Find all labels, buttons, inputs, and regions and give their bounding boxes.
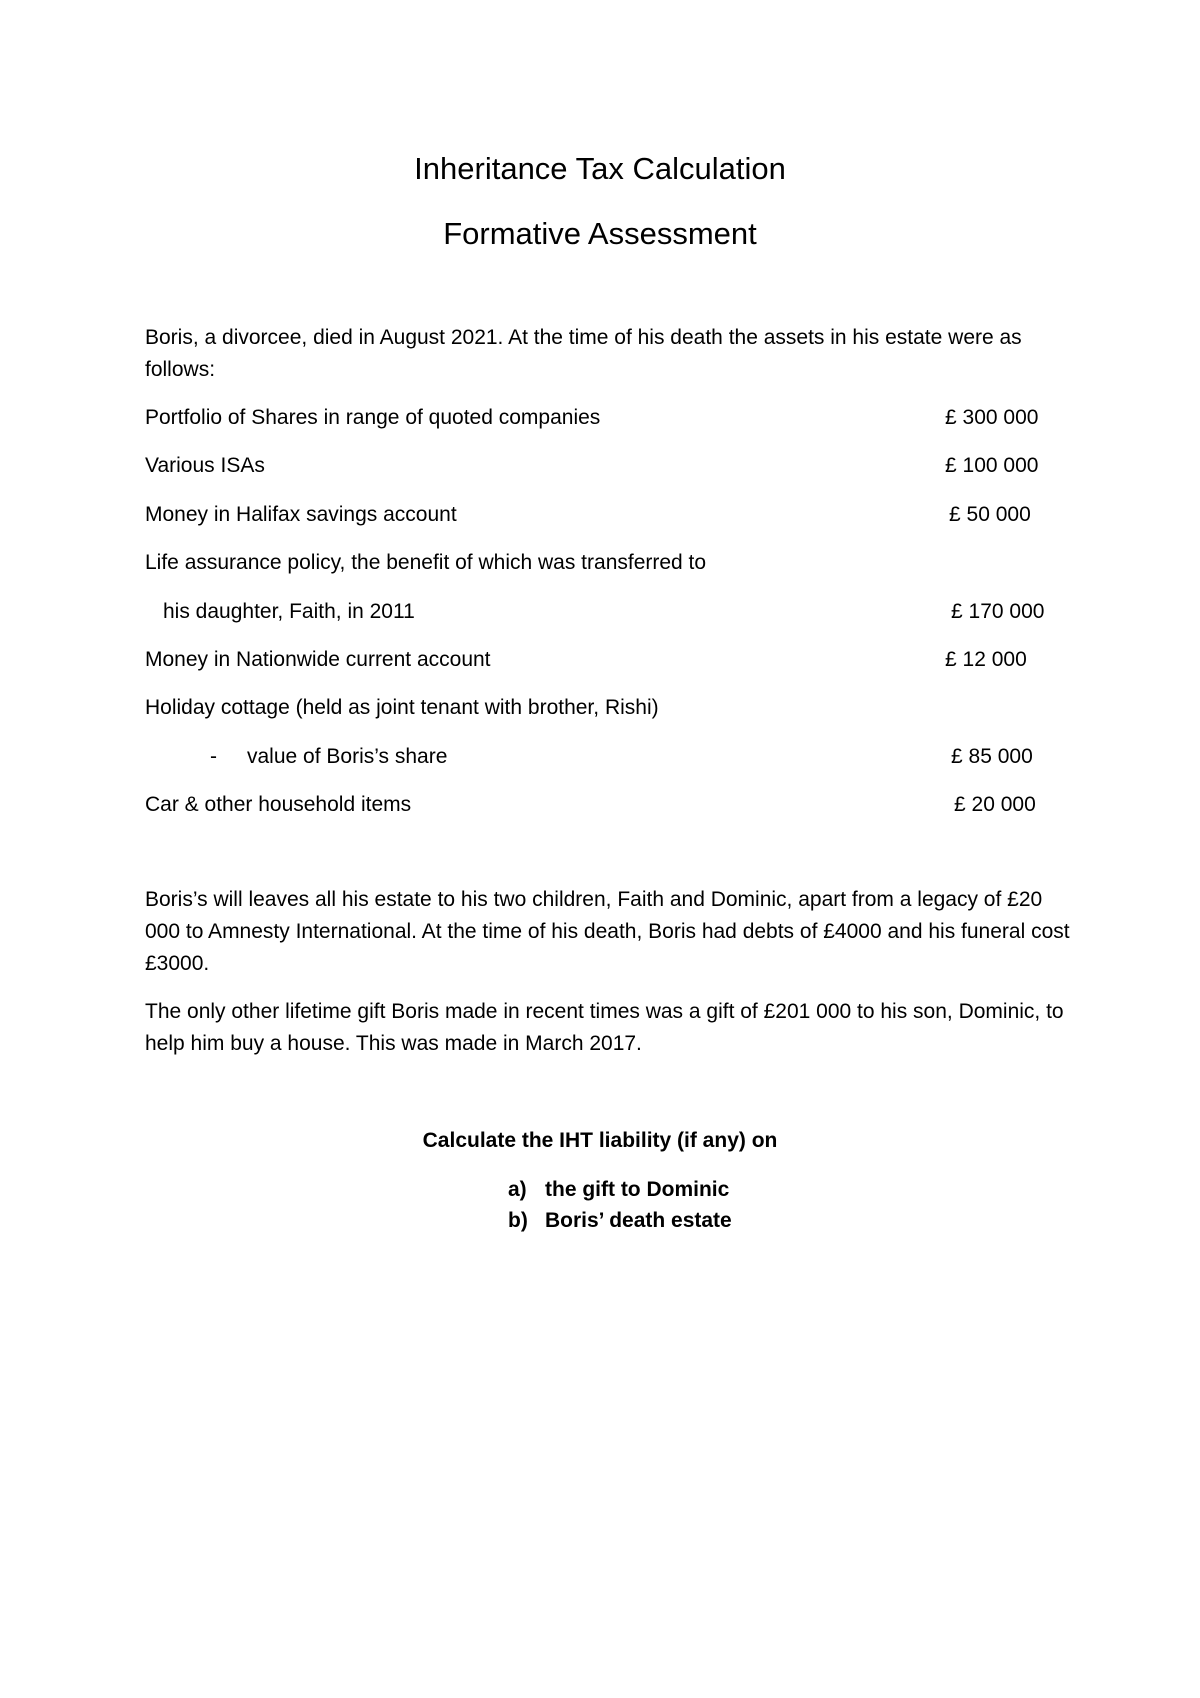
asset-row xyxy=(145,499,1065,531)
asset-row xyxy=(145,692,1065,724)
asset-label: Life assurance policy, the benefit of which was transferred to xyxy=(145,551,707,574)
asset-row xyxy=(145,596,1065,628)
subtask-text: the gift to Dominic xyxy=(545,1178,730,1201)
asset-row xyxy=(145,402,1065,434)
asset-amount: £ 85 000 xyxy=(951,745,1033,768)
asset-label: Money in Halifax savings account xyxy=(145,503,457,526)
asset-label: Various ISAs xyxy=(145,454,265,477)
asset-amount: £ 20 000 xyxy=(954,793,1036,816)
asset-amount: £ 12 000 xyxy=(945,648,1027,671)
asset-amount: £ 170 000 xyxy=(951,600,1045,623)
subtask-marker: b) xyxy=(508,1209,528,1232)
document-subtitle: Formative Assessment xyxy=(443,216,757,251)
asset-label: value of Boris’s share xyxy=(247,745,448,768)
asset-label: Portfolio of Shares in range of quoted companies xyxy=(145,406,601,429)
gift-paragraph: The only other lifetime gift Boris made in recent times was a gift of £201 000 to his son, Dominic, to help him buy a house. This was made in March 2017. xyxy=(145,1000,1064,1055)
asset-row xyxy=(145,450,1065,482)
asset-label: his daughter, Faith, in 2011 xyxy=(163,600,415,623)
asset-label: Money in Nationwide current account xyxy=(145,648,491,671)
asset-row xyxy=(145,789,1065,821)
asset-row xyxy=(145,547,1065,579)
subtask-text: Boris’ death estate xyxy=(545,1209,732,1232)
asset-label: Car & other household items xyxy=(145,793,412,816)
subtask-marker: a) xyxy=(508,1178,527,1201)
asset-label: Holiday cottage (held as joint tenant with brother, Rishi) xyxy=(145,696,659,719)
task-heading: Calculate the IHT liability (if any) on xyxy=(422,1129,778,1152)
asset-amount: £ 100 000 xyxy=(945,454,1039,477)
dash-bullet: - xyxy=(210,745,217,768)
asset-row xyxy=(145,644,1065,676)
will-paragraph: Boris’s will leaves all his estate to his two children, Faith and Dominic, apart from a legacy of £20 000 to Amnesty International. At the time of his death, Boris had debts of £4000 and his funeral cost £3000. xyxy=(145,888,1070,975)
intro-paragraph: Boris, a divorcee, died in August 2021. At the time of his death the assets in his estate were as follows: xyxy=(145,326,1022,381)
document-title: Inheritance Tax Calculation xyxy=(414,151,786,186)
asset-amount: £ 50 000 xyxy=(949,503,1031,526)
asset-amount: £ 300 000 xyxy=(945,406,1039,429)
asset-row xyxy=(145,741,1065,773)
